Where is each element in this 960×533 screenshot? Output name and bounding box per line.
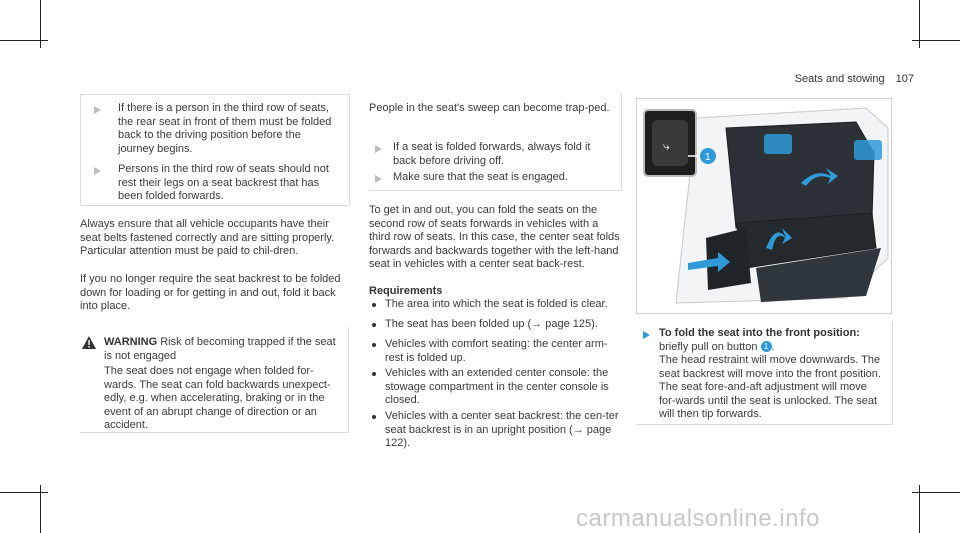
paragraph: People in the seat's sweep can become trap-ped. <box>369 102 610 114</box>
paragraph: If you no longer require the seat backrest to be folded down for loading or for getting in and out, fold it back into place. <box>80 273 341 312</box>
arrow-bullet-icon <box>94 167 101 175</box>
step-text: To fold the seat into the front position: briefly pull on button 1 . <box>659 327 860 353</box>
warning-header <box>104 336 340 363</box>
requirement-item: The area into which the seat is folded is clear. <box>385 298 608 310</box>
bullet-dot <box>372 343 376 347</box>
requirement-item: Vehicles with comfort seating: the center arm-rest is folded up. <box>385 338 608 364</box>
note-item: Make sure that the seat is engaged. <box>393 171 568 183</box>
bullet-dot <box>372 323 376 327</box>
requirements-heading: Requirements <box>369 285 443 297</box>
crop-mark <box>40 0 41 48</box>
requirement-item: Vehicles with an extended center console: the stowage compartment in the center console is closed. <box>385 367 609 406</box>
rear-seat-illustration <box>636 98 892 314</box>
warning-title: WARNING <box>104 336 158 348</box>
crop-mark <box>919 0 920 48</box>
page-number: 107 <box>895 73 914 85</box>
callout-badge <box>761 341 772 352</box>
crop-mark <box>40 485 41 533</box>
bullet-dot <box>372 303 376 307</box>
crop-mark <box>919 485 920 533</box>
callout-label: 1 <box>763 342 769 352</box>
note-item: If there is a person in the third row of seats, the rear seat in front of them must be folded back to the driving position before the journey begins. <box>118 102 332 155</box>
arrow-bullet-icon <box>94 106 101 114</box>
warning-triangle-icon <box>82 336 96 349</box>
bullet-dot <box>372 415 376 419</box>
step-arrow-icon <box>643 331 650 339</box>
callout-number: 1 <box>705 152 711 163</box>
requirement-item: Vehicles with a center seat backrest: the cen-ter seat backrest is in an upright position (→ page 122). <box>385 410 619 449</box>
note-item: If a seat is folded forwards, always fold it back before driving off. <box>393 141 591 167</box>
arrow-bullet-icon <box>375 145 382 153</box>
paragraph: Always ensure that all vehicle occupants have their seat belts fastened correctly and are sitting properly. Particular attention must be paid to chil-dren. <box>80 218 335 257</box>
svg-text:⤷: ⤷ <box>663 139 670 153</box>
requirement-item: The seat has been folded up (→ page 125). <box>385 318 598 330</box>
step-lead: briefly pull on button <box>659 340 758 353</box>
arrow-bullet-icon <box>375 175 382 183</box>
bullet-dot <box>372 372 376 376</box>
section-title: Seats and stowing <box>794 73 885 85</box>
note-item: Persons in the third row of seats should not rest their legs on a seat backrest that has been folded forwards. <box>118 163 329 202</box>
warning-lead: Risk of becoming trapped if the seat is not engaged <box>104 336 336 362</box>
step-body: The head restraint will move downwards. The seat backrest will move into the front position. The seat fore-and-aft adjustment will move for-wards until the seat is unlocked. The seat will then tip forwards. <box>659 354 881 420</box>
warning-body: The seat does not engage when folded for-wards. The seat can fold backwards unexpect-edly, e.g. when accelerating, braking or in the event of an abrupt change of direction or an accident. <box>104 365 331 431</box>
paragraph: To get in and out, you can fold the seats on the second row of seats forwards in vehicles with a third row of seats. In this case, the center seat folds forwards and backwards together with the left-hand seat in vehicles with a center seat back-rest. <box>369 204 620 270</box>
step-title: To fold the seat into the front position: <box>659 327 860 339</box>
running-header <box>795 73 914 85</box>
watermark: carmanualsonline.info <box>576 505 820 532</box>
